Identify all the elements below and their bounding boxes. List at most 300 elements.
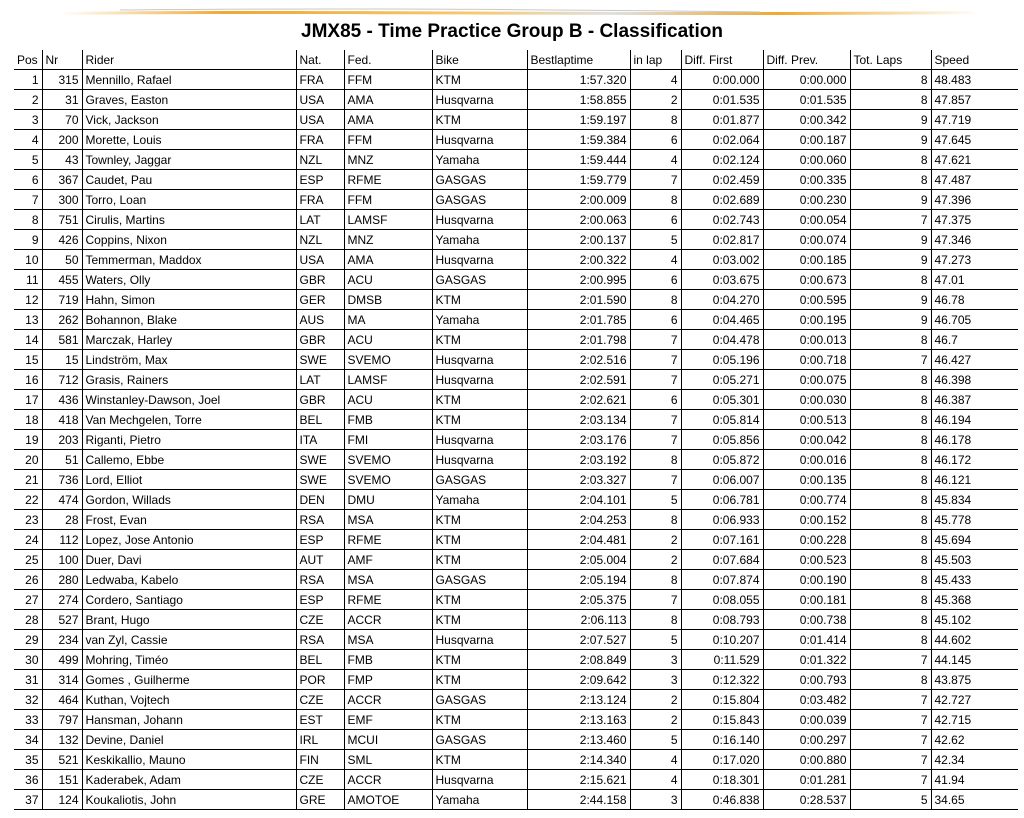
fed-cell: ACCR <box>344 690 432 710</box>
diff-prev-cell: 0:00.673 <box>763 270 850 290</box>
tot-laps-cell: 7 <box>850 350 931 370</box>
results-body <box>14 70 1018 810</box>
diff-first-cell: 0:00.000 <box>681 70 763 90</box>
nr-cell: 50 <box>42 250 82 270</box>
nat-cell: NZL <box>296 150 344 170</box>
nat-cell: SWE <box>296 450 344 470</box>
col-nat-header: Nat. <box>296 50 344 70</box>
diff-first-cell: 0:04.465 <box>681 310 763 330</box>
speed-cell: 47.719 <box>931 110 1018 130</box>
diff-first-cell: 0:06.781 <box>681 490 763 510</box>
diff-prev-cell: 0:28.537 <box>763 790 850 810</box>
nr-cell: 712 <box>42 370 82 390</box>
speed-cell: 42.715 <box>931 710 1018 730</box>
diff-prev-cell: 0:00.228 <box>763 530 850 550</box>
nat-cell: AUS <box>296 310 344 330</box>
nat-cell: DEN <box>296 490 344 510</box>
diff-prev-cell: 0:00.185 <box>763 250 850 270</box>
speed-cell: 47.857 <box>931 90 1018 110</box>
in-lap-cell: 6 <box>630 390 681 410</box>
fed-cell: MSA <box>344 570 432 590</box>
bike-cell: KTM <box>432 650 527 670</box>
in-lap-cell: 4 <box>630 150 681 170</box>
col-speed-header: Speed <box>931 50 1018 70</box>
in-lap-cell: 7 <box>630 370 681 390</box>
tot-laps-cell: 8 <box>850 570 931 590</box>
col-fed-header: Fed. <box>344 50 432 70</box>
fed-cell: AMA <box>344 110 432 130</box>
bestlaptime-cell: 2:01.590 <box>527 290 630 310</box>
diff-first-cell: 0:18.301 <box>681 770 763 790</box>
rider-cell: Ledwaba, Kabelo <box>82 570 296 590</box>
tot-laps-cell: 9 <box>850 230 931 250</box>
bestlaptime-cell: 2:02.621 <box>527 390 630 410</box>
diff-first-cell: 0:02.124 <box>681 150 763 170</box>
bike-cell: Husqvarna <box>432 130 527 150</box>
pos-cell: 34 <box>14 730 42 750</box>
fed-cell: SML <box>344 750 432 770</box>
table-row <box>14 650 1018 670</box>
bestlaptime-cell: 1:57.320 <box>527 70 630 90</box>
bike-cell: Yamaha <box>432 490 527 510</box>
fed-cell: FFM <box>344 190 432 210</box>
tot-laps-cell: 8 <box>850 70 931 90</box>
speed-cell: 46.705 <box>931 310 1018 330</box>
nr-cell: 15 <box>42 350 82 370</box>
pos-cell: 32 <box>14 690 42 710</box>
nat-cell: ITA <box>296 430 344 450</box>
fed-cell: FMP <box>344 670 432 690</box>
in-lap-cell: 8 <box>630 570 681 590</box>
nr-cell: 31 <box>42 90 82 110</box>
bestlaptime-cell: 2:15.621 <box>527 770 630 790</box>
bike-cell: GASGAS <box>432 170 527 190</box>
nat-cell: FRA <box>296 70 344 90</box>
table-row <box>14 190 1018 210</box>
nat-cell: NZL <box>296 230 344 250</box>
bike-cell: Husqvarna <box>432 630 527 650</box>
fed-cell: DMSB <box>344 290 432 310</box>
pos-cell: 31 <box>14 670 42 690</box>
pos-cell: 27 <box>14 590 42 610</box>
nat-cell: GER <box>296 290 344 310</box>
bike-cell: Husqvarna <box>432 250 527 270</box>
bestlaptime-cell: 2:07.527 <box>527 630 630 650</box>
col-rider-header: Rider <box>82 50 296 70</box>
in-lap-cell: 2 <box>630 550 681 570</box>
rider-cell: Hahn, Simon <box>82 290 296 310</box>
nr-cell: 274 <box>42 590 82 610</box>
diff-first-cell: 0:03.002 <box>681 250 763 270</box>
rider-cell: Graves, Easton <box>82 90 296 110</box>
diff-first-cell: 0:02.817 <box>681 230 763 250</box>
speed-cell: 43.875 <box>931 670 1018 690</box>
in-lap-cell: 7 <box>630 410 681 430</box>
nr-cell: 112 <box>42 530 82 550</box>
table-row <box>14 310 1018 330</box>
tot-laps-cell: 8 <box>850 550 931 570</box>
in-lap-cell: 8 <box>630 450 681 470</box>
diff-prev-cell: 0:01.322 <box>763 650 850 670</box>
rider-cell: Temmerman, Maddox <box>82 250 296 270</box>
in-lap-cell: 8 <box>630 190 681 210</box>
tot-laps-cell: 8 <box>850 530 931 550</box>
diff-prev-cell: 0:00.187 <box>763 130 850 150</box>
tot-laps-cell: 7 <box>850 750 931 770</box>
nr-cell: 581 <box>42 330 82 350</box>
nat-cell: SWE <box>296 470 344 490</box>
banner-stripe <box>0 0 1024 22</box>
fed-cell: RFME <box>344 590 432 610</box>
table-row <box>14 570 1018 590</box>
diff-prev-cell: 0:00.030 <box>763 390 850 410</box>
bike-cell: Husqvarna <box>432 90 527 110</box>
diff-prev-cell: 0:00.016 <box>763 450 850 470</box>
speed-cell: 46.7 <box>931 330 1018 350</box>
tot-laps-cell: 8 <box>850 390 931 410</box>
diff-first-cell: 0:05.301 <box>681 390 763 410</box>
bestlaptime-cell: 2:04.253 <box>527 510 630 530</box>
speed-cell: 48.483 <box>931 70 1018 90</box>
tot-laps-cell: 5 <box>850 790 931 810</box>
pos-cell: 22 <box>14 490 42 510</box>
pos-cell: 17 <box>14 390 42 410</box>
bestlaptime-cell: 1:59.384 <box>527 130 630 150</box>
pos-cell: 5 <box>14 150 42 170</box>
nr-cell: 200 <box>42 130 82 150</box>
diff-prev-cell: 0:00.000 <box>763 70 850 90</box>
rider-cell: Gordon, Willads <box>82 490 296 510</box>
bike-cell: KTM <box>432 550 527 570</box>
tot-laps-cell: 8 <box>850 330 931 350</box>
nr-cell: 262 <box>42 310 82 330</box>
rider-cell: Lord, Elliot <box>82 470 296 490</box>
nat-cell: CZE <box>296 610 344 630</box>
speed-cell: 46.194 <box>931 410 1018 430</box>
pos-cell: 3 <box>14 110 42 130</box>
rider-cell: Frost, Evan <box>82 510 296 530</box>
nat-cell: GBR <box>296 270 344 290</box>
speed-cell: 46.427 <box>931 350 1018 370</box>
speed-cell: 46.387 <box>931 390 1018 410</box>
table-row <box>14 390 1018 410</box>
nat-cell: GBR <box>296 330 344 350</box>
table-row <box>14 370 1018 390</box>
rider-cell: Lindström, Max <box>82 350 296 370</box>
bike-cell: GASGAS <box>432 690 527 710</box>
bike-cell: KTM <box>432 290 527 310</box>
bestlaptime-cell: 2:00.995 <box>527 270 630 290</box>
table-row <box>14 530 1018 550</box>
tot-laps-cell: 8 <box>850 90 931 110</box>
diff-first-cell: 0:07.161 <box>681 530 763 550</box>
pos-cell: 1 <box>14 70 42 90</box>
bestlaptime-cell: 2:03.176 <box>527 430 630 450</box>
in-lap-cell: 2 <box>630 90 681 110</box>
bestlaptime-cell: 2:14.340 <box>527 750 630 770</box>
fed-cell: FFM <box>344 130 432 150</box>
tot-laps-cell: 9 <box>850 290 931 310</box>
diff-prev-cell: 0:00.774 <box>763 490 850 510</box>
nat-cell: RSA <box>296 570 344 590</box>
rider-cell: Callemo, Ebbe <box>82 450 296 470</box>
in-lap-cell: 7 <box>630 170 681 190</box>
fed-cell: ACCR <box>344 610 432 630</box>
nat-cell: CZE <box>296 690 344 710</box>
speed-cell: 42.727 <box>931 690 1018 710</box>
speed-cell: 47.621 <box>931 150 1018 170</box>
nr-cell: 436 <box>42 390 82 410</box>
tot-laps-cell: 7 <box>850 730 931 750</box>
speed-cell: 47.273 <box>931 250 1018 270</box>
bestlaptime-cell: 2:08.849 <box>527 650 630 670</box>
nr-cell: 418 <box>42 410 82 430</box>
pos-cell: 7 <box>14 190 42 210</box>
speed-cell: 42.34 <box>931 750 1018 770</box>
in-lap-cell: 6 <box>630 210 681 230</box>
tot-laps-cell: 8 <box>850 610 931 630</box>
tot-laps-cell: 9 <box>850 250 931 270</box>
diff-prev-cell: 0:00.718 <box>763 350 850 370</box>
speed-cell: 46.78 <box>931 290 1018 310</box>
in-lap-cell: 4 <box>630 250 681 270</box>
bestlaptime-cell: 2:00.322 <box>527 250 630 270</box>
diff-first-cell: 0:05.271 <box>681 370 763 390</box>
rider-cell: Torro, Loan <box>82 190 296 210</box>
pos-cell: 19 <box>14 430 42 450</box>
table-row <box>14 670 1018 690</box>
diff-prev-cell: 0:00.595 <box>763 290 850 310</box>
nat-cell: FRA <box>296 130 344 150</box>
speed-cell: 46.172 <box>931 450 1018 470</box>
header-row <box>14 50 1018 70</box>
in-lap-cell: 3 <box>630 670 681 690</box>
speed-cell: 46.121 <box>931 470 1018 490</box>
bike-cell: KTM <box>432 610 527 630</box>
col-pos-header: Pos <box>14 50 42 70</box>
fed-cell: AMA <box>344 250 432 270</box>
rider-cell: Coppins, Nixon <box>82 230 296 250</box>
table-row <box>14 250 1018 270</box>
bike-cell: GASGAS <box>432 570 527 590</box>
tot-laps-cell: 8 <box>850 430 931 450</box>
diff-first-cell: 0:06.933 <box>681 510 763 530</box>
bestlaptime-cell: 2:04.481 <box>527 530 630 550</box>
bestlaptime-cell: 1:58.855 <box>527 90 630 110</box>
bestlaptime-cell: 2:09.642 <box>527 670 630 690</box>
nr-cell: 527 <box>42 610 82 630</box>
nr-cell: 300 <box>42 190 82 210</box>
diff-prev-cell: 0:00.181 <box>763 590 850 610</box>
in-lap-cell: 6 <box>630 310 681 330</box>
bestlaptime-cell: 2:03.134 <box>527 410 630 430</box>
nr-cell: 736 <box>42 470 82 490</box>
bike-cell: KTM <box>432 70 527 90</box>
diff-prev-cell: 0:00.230 <box>763 190 850 210</box>
table-row <box>14 90 1018 110</box>
nr-cell: 70 <box>42 110 82 130</box>
table-row <box>14 230 1018 250</box>
col-nr-header: Nr <box>42 50 82 70</box>
bike-cell: GASGAS <box>432 270 527 290</box>
diff-first-cell: 0:04.478 <box>681 330 763 350</box>
fed-cell: LAMSF <box>344 210 432 230</box>
fed-cell: MNZ <box>344 150 432 170</box>
table-row <box>14 130 1018 150</box>
bike-cell: Husqvarna <box>432 210 527 230</box>
fed-cell: AMOTOE <box>344 790 432 810</box>
diff-prev-cell: 0:00.074 <box>763 230 850 250</box>
nat-cell: GBR <box>296 390 344 410</box>
nr-cell: 314 <box>42 670 82 690</box>
bike-cell: KTM <box>432 330 527 350</box>
table-row <box>14 270 1018 290</box>
in-lap-cell: 6 <box>630 270 681 290</box>
nat-cell: BEL <box>296 650 344 670</box>
table-row <box>14 170 1018 190</box>
tot-laps-cell: 8 <box>850 510 931 530</box>
table-row <box>14 550 1018 570</box>
nr-cell: 367 <box>42 170 82 190</box>
in-lap-cell: 7 <box>630 430 681 450</box>
table-row <box>14 110 1018 130</box>
bestlaptime-cell: 2:03.192 <box>527 450 630 470</box>
bike-cell: Husqvarna <box>432 430 527 450</box>
table-row <box>14 590 1018 610</box>
nr-cell: 455 <box>42 270 82 290</box>
tot-laps-cell: 8 <box>850 630 931 650</box>
nat-cell: IRL <box>296 730 344 750</box>
in-lap-cell: 2 <box>630 690 681 710</box>
diff-first-cell: 0:08.793 <box>681 610 763 630</box>
tot-laps-cell: 8 <box>850 490 931 510</box>
nr-cell: 797 <box>42 710 82 730</box>
nat-cell: EST <box>296 710 344 730</box>
diff-prev-cell: 0:00.335 <box>763 170 850 190</box>
bike-cell: GASGAS <box>432 470 527 490</box>
diff-prev-cell: 0:00.060 <box>763 150 850 170</box>
diff-first-cell: 0:12.322 <box>681 670 763 690</box>
diff-prev-cell: 0:00.013 <box>763 330 850 350</box>
tot-laps-cell: 8 <box>850 410 931 430</box>
diff-prev-cell: 0:00.190 <box>763 570 850 590</box>
tot-laps-cell: 9 <box>850 310 931 330</box>
bike-cell: Husqvarna <box>432 450 527 470</box>
nat-cell: RSA <box>296 630 344 650</box>
bestlaptime-cell: 1:59.197 <box>527 110 630 130</box>
col-tot-laps-header: Tot. Laps <box>850 50 931 70</box>
nr-cell: 315 <box>42 70 82 90</box>
in-lap-cell: 7 <box>630 350 681 370</box>
speed-cell: 41.94 <box>931 770 1018 790</box>
fed-cell: ACCR <box>344 770 432 790</box>
diff-prev-cell: 0:00.135 <box>763 470 850 490</box>
diff-first-cell: 0:15.804 <box>681 690 763 710</box>
fed-cell: ACU <box>344 390 432 410</box>
pos-cell: 16 <box>14 370 42 390</box>
fed-cell: RFME <box>344 530 432 550</box>
diff-prev-cell: 0:01.535 <box>763 90 850 110</box>
nat-cell: LAT <box>296 370 344 390</box>
pos-cell: 9 <box>14 230 42 250</box>
rider-cell: van Zyl, Cassie <box>82 630 296 650</box>
nat-cell: ESP <box>296 530 344 550</box>
fed-cell: SVEMO <box>344 350 432 370</box>
diff-first-cell: 0:17.020 <box>681 750 763 770</box>
in-lap-cell: 7 <box>630 470 681 490</box>
nr-cell: 426 <box>42 230 82 250</box>
bike-cell: Husqvarna <box>432 770 527 790</box>
diff-prev-cell: 0:00.075 <box>763 370 850 390</box>
pos-cell: 21 <box>14 470 42 490</box>
pos-cell: 15 <box>14 350 42 370</box>
rider-cell: Morette, Louis <box>82 130 296 150</box>
bestlaptime-cell: 1:59.779 <box>527 170 630 190</box>
nat-cell: FRA <box>296 190 344 210</box>
in-lap-cell: 2 <box>630 710 681 730</box>
bestlaptime-cell: 2:01.798 <box>527 330 630 350</box>
table-row <box>14 790 1018 810</box>
fed-cell: SVEMO <box>344 450 432 470</box>
rider-cell: Kaderabek, Adam <box>82 770 296 790</box>
bike-cell: KTM <box>432 110 527 130</box>
nat-cell: BEL <box>296 410 344 430</box>
bestlaptime-cell: 2:00.063 <box>527 210 630 230</box>
diff-first-cell: 0:01.535 <box>681 90 763 110</box>
rider-cell: Vick, Jackson <box>82 110 296 130</box>
nr-cell: 521 <box>42 750 82 770</box>
table-row <box>14 450 1018 470</box>
rider-cell: Van Mechgelen, Torre <box>82 410 296 430</box>
table-row <box>14 350 1018 370</box>
tot-laps-cell: 8 <box>850 670 931 690</box>
classification-table <box>14 50 1018 810</box>
table-row <box>14 490 1018 510</box>
diff-prev-cell: 0:00.793 <box>763 670 850 690</box>
table-row <box>14 630 1018 650</box>
nr-cell: 464 <box>42 690 82 710</box>
table-row <box>14 150 1018 170</box>
tot-laps-cell: 8 <box>850 270 931 290</box>
rider-cell: Waters, Olly <box>82 270 296 290</box>
speed-cell: 45.834 <box>931 490 1018 510</box>
speed-cell: 46.398 <box>931 370 1018 390</box>
pos-cell: 36 <box>14 770 42 790</box>
bike-cell: Husqvarna <box>432 350 527 370</box>
in-lap-cell: 8 <box>630 110 681 130</box>
bestlaptime-cell: 2:02.591 <box>527 370 630 390</box>
diff-prev-cell: 0:00.880 <box>763 750 850 770</box>
bike-cell: Yamaha <box>432 310 527 330</box>
table-row <box>14 750 1018 770</box>
in-lap-cell: 7 <box>630 590 681 610</box>
diff-first-cell: 0:08.055 <box>681 590 763 610</box>
pos-cell: 11 <box>14 270 42 290</box>
in-lap-cell: 4 <box>630 770 681 790</box>
fed-cell: MCUI <box>344 730 432 750</box>
col-diff-first-header: Diff. First <box>681 50 763 70</box>
in-lap-cell: 5 <box>630 630 681 650</box>
rider-cell: Mennillo, Rafael <box>82 70 296 90</box>
pos-cell: 25 <box>14 550 42 570</box>
bestlaptime-cell: 2:04.101 <box>527 490 630 510</box>
rider-cell: Cordero, Santiago <box>82 590 296 610</box>
speed-cell: 45.102 <box>931 610 1018 630</box>
rider-cell: Brant, Hugo <box>82 610 296 630</box>
fed-cell: MA <box>344 310 432 330</box>
pos-cell: 33 <box>14 710 42 730</box>
rider-cell: Duer, Davi <box>82 550 296 570</box>
